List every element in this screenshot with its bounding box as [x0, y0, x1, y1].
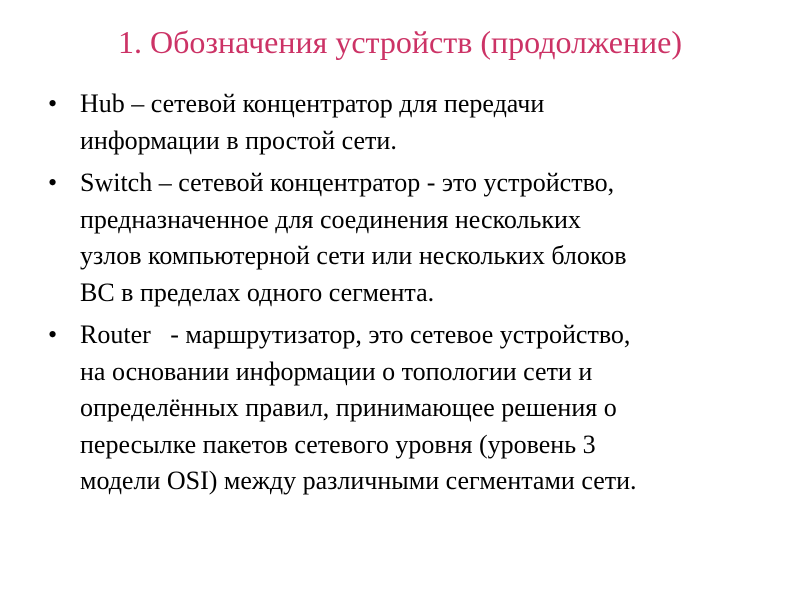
bullet-line: ВС в пределах одного сегмента.	[80, 277, 435, 307]
bullet-line: пересылке пакетов сетевого уровня (уровень 3	[80, 429, 596, 459]
bullet-line: информации в простой сети.	[80, 125, 397, 155]
bullet-line: Switch – сетевой концентратор - это устройство,	[80, 168, 615, 197]
bullet-line: модели OSI) между различными сегментами сети.	[80, 466, 637, 495]
bullet-line: на основании информации о топологии сети и	[80, 356, 593, 386]
bullet-line: определённых правил, принимающее решения о	[80, 393, 617, 422]
bullet-line: Hub – сетевой концентратор для передачи	[80, 89, 545, 118]
bullet-list	[48, 86, 768, 506]
slide-title: 1. Обозначения устройств (продолжение)	[117, 24, 683, 60]
bullet-marker: •	[48, 89, 58, 118]
bullet-line: предназначенное для соединения нескольких	[80, 204, 581, 234]
bullet-marker: •	[48, 320, 58, 349]
bullet-line: узлов компьютерной сети или нескольких блоков	[80, 241, 627, 270]
bullet-item-router	[48, 317, 768, 500]
bullet-item-hub	[48, 86, 768, 159]
bullet-line: Router - маршрутизатор, это сетевое устройство,	[80, 320, 631, 349]
bullet-item-switch	[48, 165, 768, 311]
bullet-marker: •	[48, 168, 58, 197]
